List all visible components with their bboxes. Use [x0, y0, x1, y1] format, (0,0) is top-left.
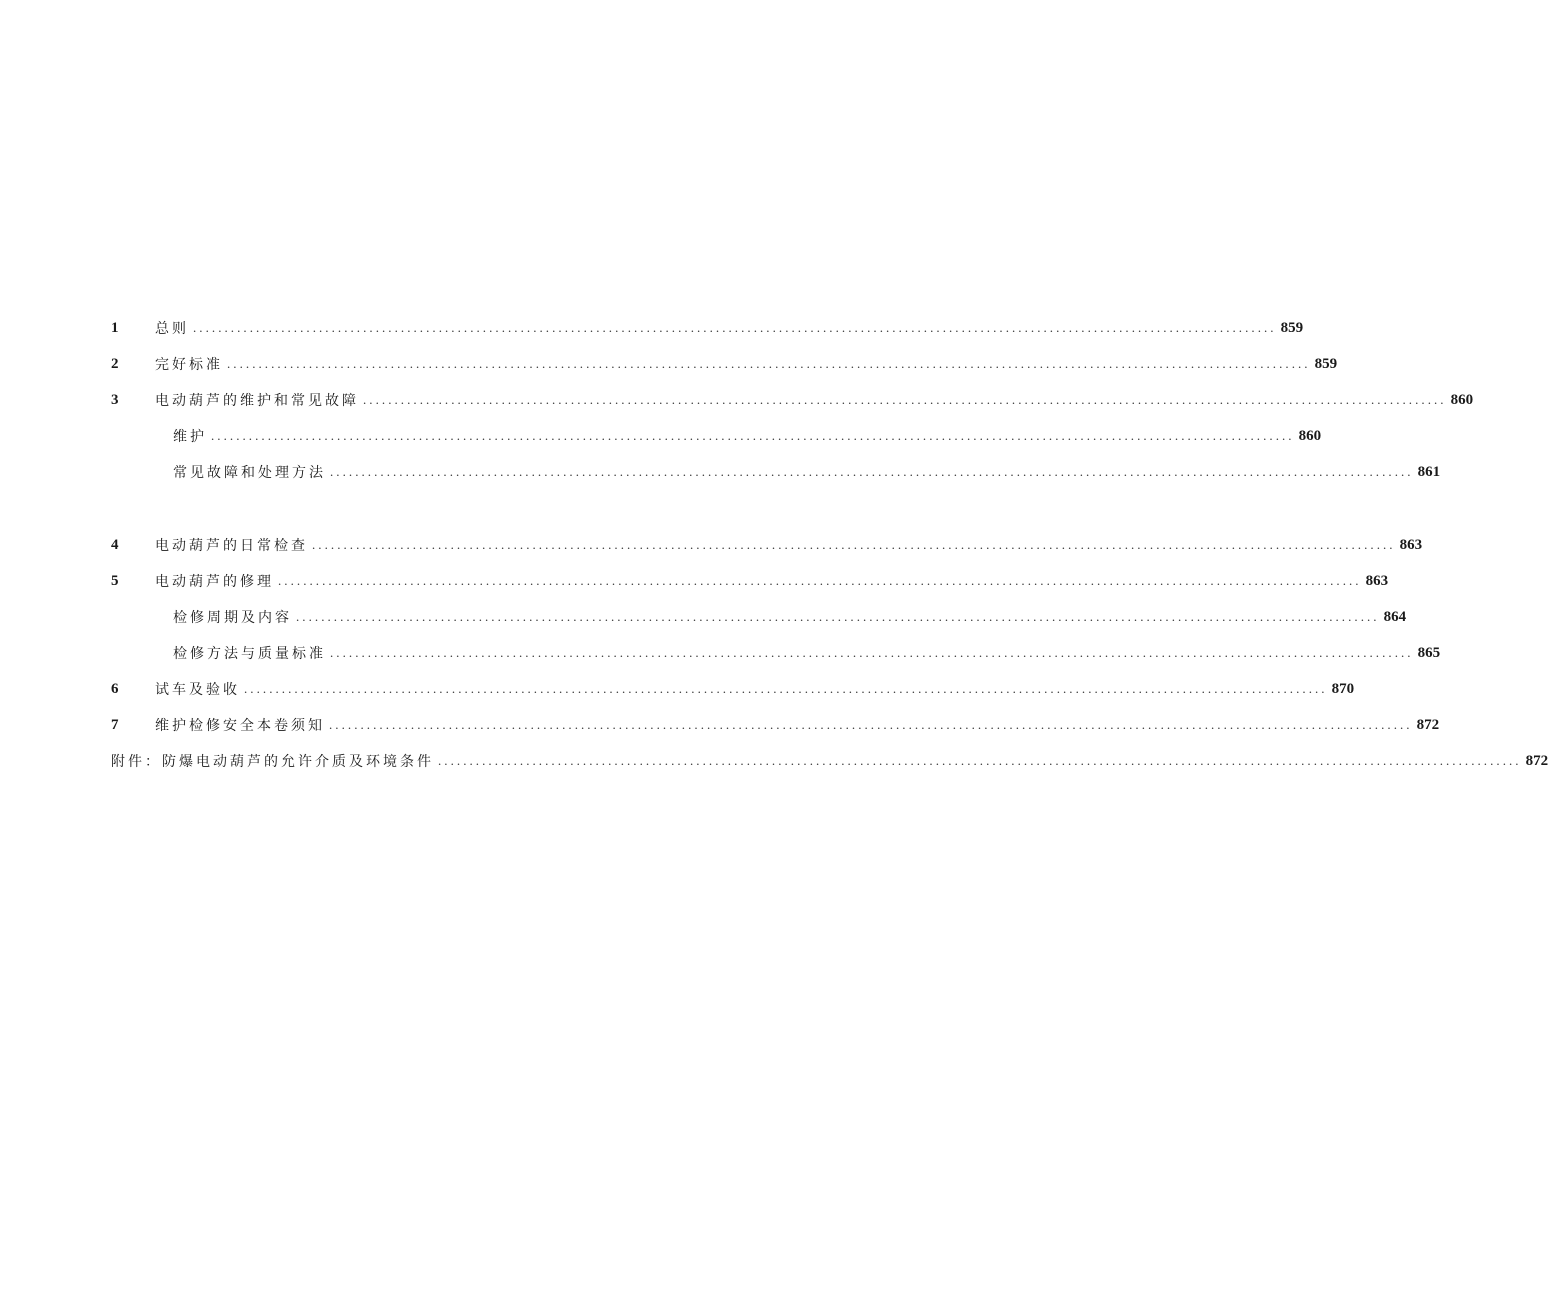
dot-leader: ............................................................................................................................................................................	[330, 645, 1414, 660]
toc-entry-1[interactable]	[111, 310, 1304, 346]
table-of-contents	[111, 310, 1548, 779]
toc-entry-title: 电动葫芦的维护和常见故障	[155, 393, 359, 409]
toc-entry-number: 1	[111, 319, 119, 336]
dot-leader: ............................................................................................................................................................................	[312, 537, 1396, 552]
toc-entry-page: 861	[1417, 463, 1441, 480]
dot-leader: ............................................................................................................................................................................	[438, 753, 1522, 768]
toc-entry-title: 检修方法与质量标准	[173, 646, 326, 662]
toc-entry-title: 常见故障和处理方法	[173, 465, 326, 481]
toc-entry-page: 872	[1525, 752, 1548, 769]
toc-entry-number: 6	[111, 680, 119, 697]
toc-entry-number: 7	[111, 716, 119, 733]
toc-entry-3[interactable]	[111, 382, 1474, 418]
dot-leader: ............................................................................................................................................................................	[211, 428, 1295, 443]
toc-entry-title: 维护	[173, 429, 207, 445]
toc-entry-page: 863	[1399, 536, 1423, 553]
toc-entry-page: 870	[1331, 680, 1355, 697]
dot-leader: ............................................................................................................................................................................	[227, 356, 1311, 371]
toc-entry-page: 860	[1298, 427, 1322, 444]
toc-entry-title: 附件：防爆电动葫芦的允许介质及环境条件	[111, 754, 434, 770]
toc-entry-title: 维护检修安全本卷须知	[155, 718, 325, 734]
toc-entry-4[interactable]	[111, 527, 1423, 563]
toc-entry-title: 电动葫芦的日常检查	[155, 538, 308, 554]
toc-entry-page: 860	[1450, 391, 1474, 408]
toc-entry-6[interactable]	[111, 671, 1355, 707]
toc-entry-number: 3	[111, 391, 119, 408]
toc-entry-page: 863	[1365, 572, 1389, 589]
toc-entry-title: 电动葫芦的修理	[155, 574, 274, 590]
toc-subentry-3-2[interactable]	[111, 454, 1441, 490]
toc-entry-number: 2	[111, 355, 119, 372]
toc-entry-page: 865	[1417, 644, 1441, 661]
dot-leader: ............................................................................................................................................................................	[244, 681, 1328, 696]
toc-entry-title: 检修周期及内容	[173, 610, 292, 626]
toc-subentry-5-2[interactable]	[111, 635, 1441, 671]
toc-entry-page: 872	[1416, 716, 1440, 733]
toc-entry-2[interactable]	[111, 346, 1338, 382]
dot-leader: ............................................................................................................................................................................	[329, 717, 1413, 732]
dot-leader: ............................................................................................................................................................................	[363, 392, 1447, 407]
dot-leader: ............................................................................................................................................................................	[330, 464, 1414, 479]
toc-subentry-3-1[interactable]	[111, 418, 1322, 454]
dot-leader: ............................................................................................................................................................................	[193, 320, 1277, 335]
dot-leader: ............................................................................................................................................................................	[278, 573, 1362, 588]
toc-entry-5[interactable]	[111, 563, 1389, 599]
toc-entry-title: 试车及验收	[155, 682, 240, 698]
toc-entry-7[interactable]	[111, 707, 1440, 743]
toc-entry-number: 4	[111, 536, 119, 553]
toc-entry-number: 5	[111, 572, 119, 589]
toc-entry-appendix[interactable]	[111, 743, 1548, 779]
toc-entry-page: 859	[1280, 319, 1304, 336]
toc-subentry-5-1[interactable]	[111, 599, 1407, 635]
toc-entry-title: 总则	[155, 321, 189, 337]
toc-entry-title: 完好标准	[155, 357, 223, 373]
toc-entry-page: 859	[1314, 355, 1338, 372]
toc-entry-page: 864	[1383, 608, 1407, 625]
dot-leader: ............................................................................................................................................................................	[296, 609, 1380, 624]
